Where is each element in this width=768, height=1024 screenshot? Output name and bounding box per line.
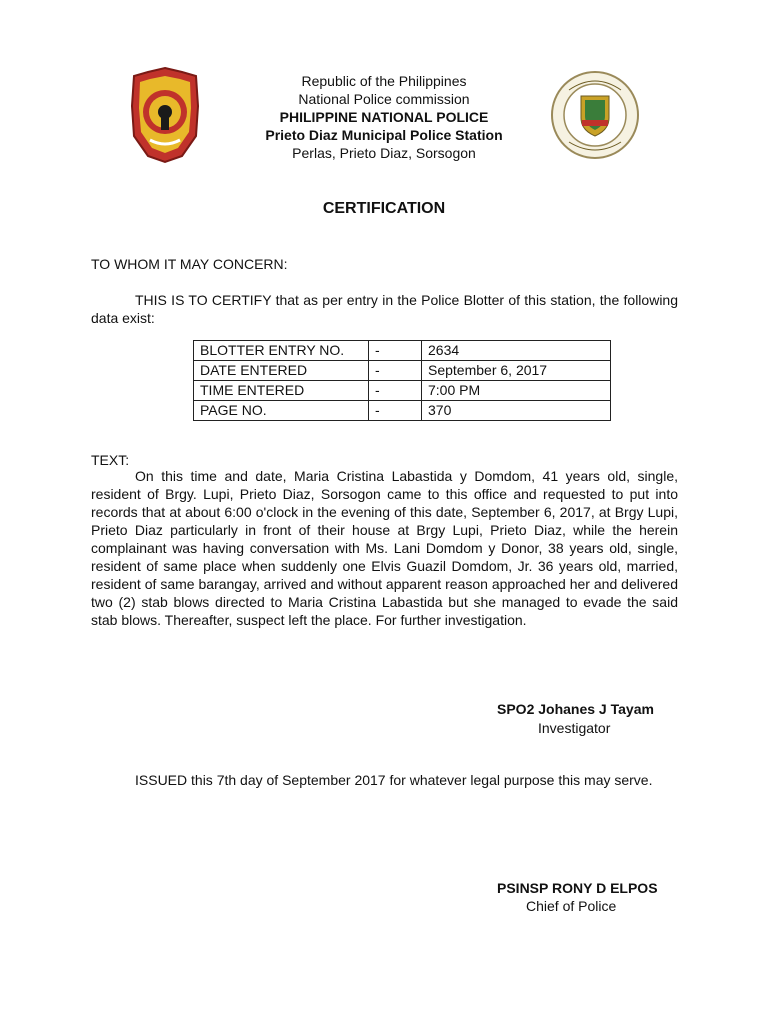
blotter-label: DATE ENTERED	[194, 361, 369, 381]
table-row	[194, 401, 611, 421]
chief-name: PSINSP RONY D ELPOS	[497, 880, 658, 896]
blotter-value: 370	[422, 401, 611, 421]
table-row	[194, 341, 611, 361]
issued-paragraph: ISSUED this 7th day of September 2017 for whatever legal purpose this may serve.	[135, 772, 653, 788]
blotter-label: BLOTTER ENTRY NO.	[194, 341, 369, 361]
intro-paragraph: THIS IS TO CERTIFY that as per entry in the Police Blotter of this station, the following data exist:	[91, 292, 678, 326]
narrative-paragraph: On this time and date, Maria Cristina Labastida y Domdom, 41 years old, single, resident of Brgy. Lupi, Prieto Diaz, Sorsogon came to this office and requested to put into records that at about 6:00 o'clock in the evening of this date, September 6, 2017, at Brgy Lupi, Prieto Diaz particularly in front of their house at Brgy Lupi, Prieto Diaz, while the herein complainant was having conversation with Ms. Lani Domdom y Donor, 38 years old, single, resident of same place when suddenly one Elvis Guazil Domdom, Jr. 36 years old, married, resident of same barangay, arrived and without apparent reason approached her and delivered two (2) stab blows directed to Maria Cristina Labastida but she managed to evade the said stab blows. Thereafter, suspect left the place. For further investigation.	[91, 468, 678, 628]
text-label: TEXT:	[91, 452, 130, 468]
document-title: CERTIFICATION	[322, 200, 446, 217]
header-pnp: PHILIPPINE NATIONAL POLICE	[279, 109, 489, 125]
blotter-value: September 6, 2017	[422, 361, 611, 381]
salutation: TO WHOM IT MAY CONCERN:	[91, 256, 288, 272]
blotter-label: TIME ENTERED	[194, 381, 369, 401]
investigator-title: Investigator	[538, 720, 611, 736]
header-station: Prieto Diaz Municipal Police Station	[265, 127, 503, 143]
header-republic: Republic of the Philippines	[301, 73, 467, 89]
header-address: Perlas, Prieto Diaz, Sorsogon	[292, 145, 476, 161]
header-napolcom: National Police commission	[298, 91, 470, 107]
table-row	[194, 361, 611, 381]
letterhead	[200, 72, 568, 162]
blotter-label: PAGE NO.	[194, 401, 369, 421]
pnp-seal-logo	[130, 66, 200, 164]
blotter-value: 2634	[422, 341, 611, 361]
blotter-sep: -	[369, 401, 422, 421]
blotter-table	[193, 340, 611, 421]
blotter-value: 7:00 PM	[422, 381, 611, 401]
chief-title: Chief of Police	[526, 898, 617, 914]
blotter-sep: -	[369, 361, 422, 381]
investigator-name: SPO2 Johanes J Tayam	[497, 701, 654, 717]
blotter-sep: -	[369, 341, 422, 361]
blotter-sep: -	[369, 381, 422, 401]
table-row	[194, 381, 611, 401]
